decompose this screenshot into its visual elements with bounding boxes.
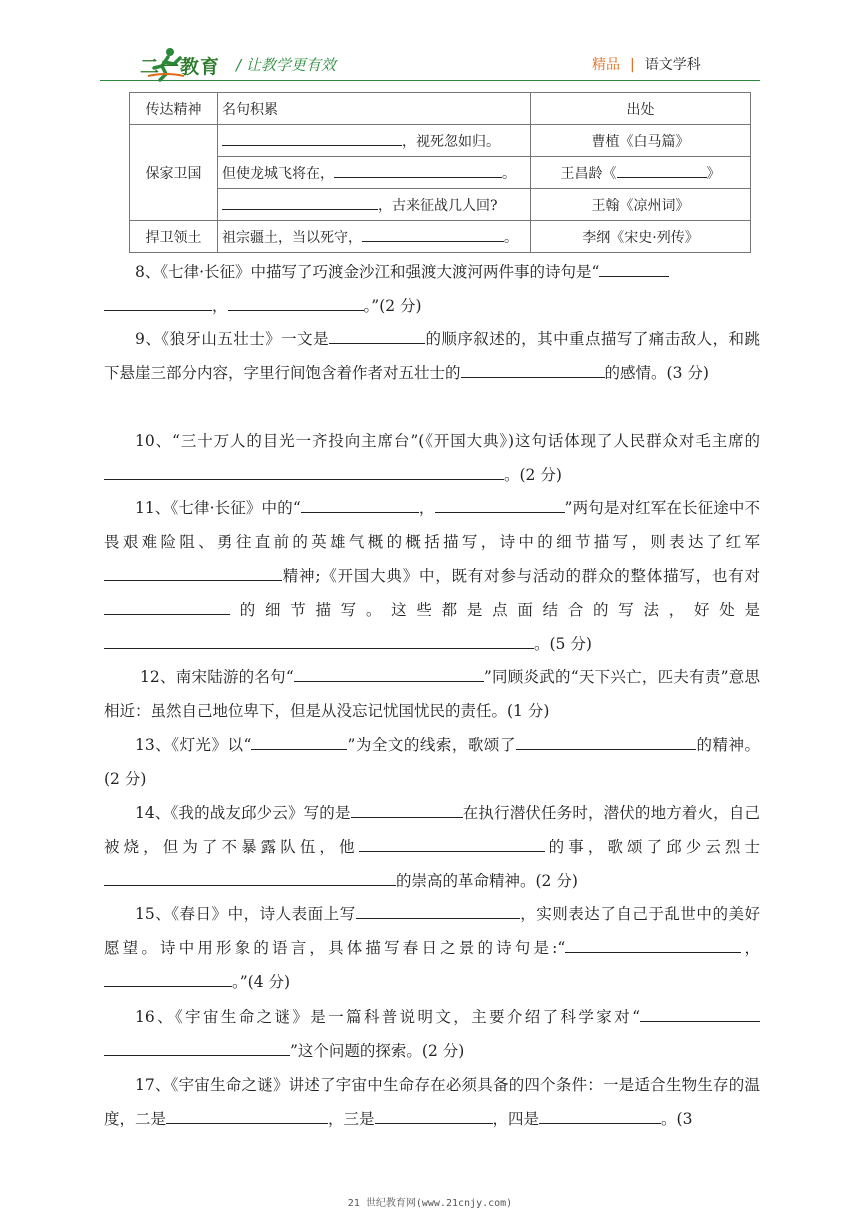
answer-blank[interactable] [104,600,230,615]
question-13: 13、《灯光》以“ ”为全文的线索，歌颂了 的精神。(2 分) [104,736,760,788]
question-12: 12、南宋陆游的名句“ ”同顾炎武的“天下兴亡，匹夫有责”意思相近：虽然自己地位卑下，但是从没忘记忧国忧民的责任。(1 分) [104,668,760,720]
answer-blank[interactable] [351,803,463,818]
answer-blank[interactable] [294,667,484,682]
question-10: 10、“三十万人的目光一齐投向主席台”(《开国大典》)这句话体现了人民群众对毛主席的。(2 分) [104,424,760,492]
answer-blank[interactable] [301,498,419,513]
quote-cell: ，视死忽如归。 [218,125,531,157]
answer-blank[interactable] [104,972,232,987]
table-row [130,125,751,157]
col-header-spirit: 传达精神 [130,93,218,125]
answer-blank[interactable] [617,163,707,178]
quote-cell: ，古来征战几人回? [218,189,531,221]
answer-blank[interactable] [334,163,502,178]
brand-label [592,54,701,74]
answer-blank[interactable] [104,566,282,581]
answer-blank[interactable] [435,498,565,513]
source-cell: 曹植《白马篇》 [531,125,751,157]
answer-blank[interactable] [359,837,545,852]
brand-premium: 精品 [592,57,620,73]
answer-blank[interactable] [565,938,741,953]
answer-blank[interactable] [222,131,402,146]
table-row [130,157,751,189]
question-15: 15、《春日》中，诗人表面上写 ，实则表达了自己于乱世中的美好愿望。诗中用形象的语言，具体描写春日之景的诗句是:“ ，。”(4 分) [104,905,760,991]
answer-blank[interactable] [104,871,396,886]
answer-blank[interactable] [375,1109,493,1124]
slogan: / 让教学更有效 [236,56,336,74]
answer-blank[interactable] [539,1109,661,1124]
question-8: 8、《七律·长征》中描写了巧渡金沙江和强渡大渡河两件事的诗句是“ ， 。”(2 分) [104,255,760,323]
quotes-table [129,92,751,253]
answer-blank[interactable] [104,465,504,480]
question-9: 9、《狼牙山五壮士》一文是 的顺序叙述的，其中重点描写了痛击敌人，和跳下悬崖三部分内容，字里行间饱含着作者对五壮士的 的感情。(3 分) [104,330,760,382]
subject-label: 语文学科 [644,57,701,73]
logo-text: 二一教育 [140,56,221,78]
answer-blank[interactable] [222,195,378,210]
col-header-quote: 名句积累 [218,93,531,125]
page-header [0,0,860,90]
table-row [130,221,751,253]
quote-cell: 祖宗疆土，当以死守， 。 [218,221,531,253]
table-header-row [130,93,751,125]
question-17: 17、《宇宙生命之谜》讲述了宇宙中生命存在必须具备的四个条件：一是适合生物生存的温度，二是 ，三是 ，四是 。(3 [104,1076,760,1128]
answer-blank[interactable] [251,735,347,750]
question-16: 16、《宇宙生命之谜》是一篇科普说明文，主要介绍了科学家对“”这个问题的探索。(2 分) [104,1000,760,1068]
answer-blank[interactable] [104,1041,290,1056]
question-11: 11、《七律·长征》中的“ ， ”两句是对红军在长征途中不畏艰难险阻、勇往直前的英雄气概的概括描写，诗中的细节描写，则表达了红军精神;《开国大典》中，既有对参与活动的群众的整体描写，也有对的细节描写。这些都是点面结合的写法，好处是。(5 分) [104,499,760,653]
answer-blank[interactable] [356,904,520,919]
col-header-source: 出处 [531,93,751,125]
answer-blank[interactable] [329,329,425,344]
answer-blank[interactable] [640,1007,760,1022]
answer-blank[interactable] [599,262,669,277]
answer-blank[interactable] [461,363,605,378]
source-cell: 王昌龄《 》 [531,157,751,189]
header-rule [100,80,760,81]
question-14: 14、《我的战友邱少云》写的是 在执行潜伏任务时，潜伏的地方着火，自己被烧，但为了不暴露队伍，他 的事，歌颂了邱少云烈士的崇高的革命精神。(2 分) [104,804,760,890]
source-cell: 王翰《凉州词》 [531,189,751,221]
answer-blank[interactable] [362,227,504,242]
answer-blank[interactable] [104,634,534,649]
answer-blank[interactable] [166,1109,328,1124]
quote-cell: 但使龙城飞将在， 。 [218,157,531,189]
answer-blank[interactable] [516,735,696,750]
answer-blank[interactable] [104,296,212,311]
source-cell: 李纲《宋史·列传》 [531,221,751,253]
spirit-cell: 保家卫国 [130,125,218,221]
spirit-cell: 捍卫领土 [130,221,218,253]
answer-blank[interactable] [228,296,364,311]
table-row [130,189,751,221]
page-footer: 21 世纪教育网(www.21cnjy.com) [347,1198,513,1209]
brand-divider: | [630,57,635,73]
